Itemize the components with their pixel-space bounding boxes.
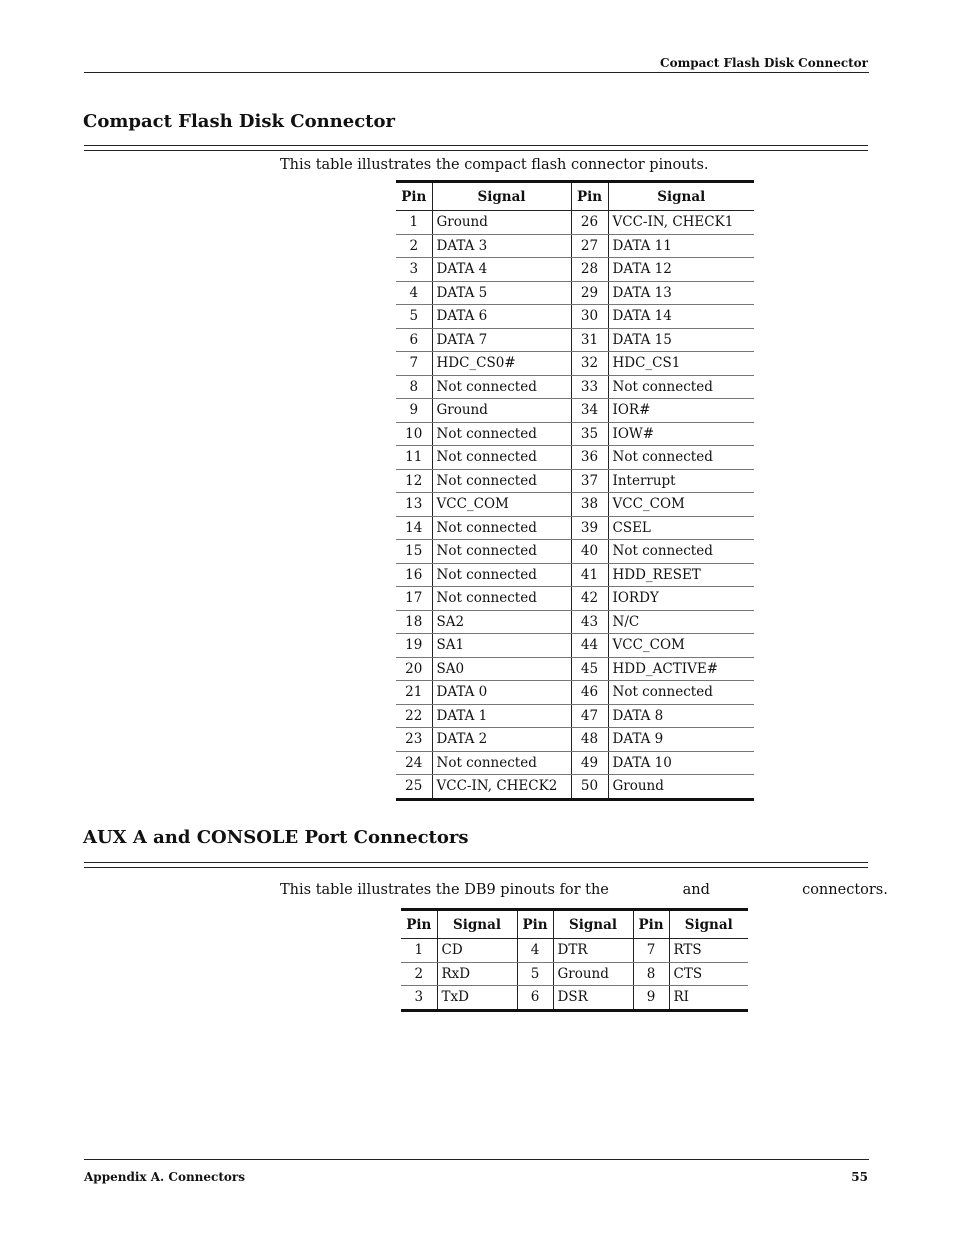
pin-number-cell: 11: [396, 446, 432, 470]
signal-name-cell: N/C: [608, 610, 754, 634]
table-row: [396, 281, 754, 305]
signal-name-cell: HDD_RESET: [608, 563, 754, 587]
signal-name-cell: DSR: [553, 986, 633, 1011]
table-row: [396, 446, 754, 470]
table-row: [396, 234, 754, 258]
db9-pinout-table: [401, 908, 748, 1012]
pin-number-cell: 2: [396, 234, 432, 258]
intro-compact-flash: This table illustrates the compact flash connector pinouts.: [280, 157, 709, 173]
pin-number-cell: 20: [396, 657, 432, 681]
db9-table-body: [401, 939, 748, 1011]
pin-number-cell: 9: [396, 399, 432, 423]
signal-name-cell: RI: [669, 986, 748, 1011]
pin-number-cell: 8: [396, 375, 432, 399]
table-row: [396, 751, 754, 775]
table-row: [396, 728, 754, 752]
signal-name-cell: Not connected: [608, 681, 754, 705]
pin-number-cell: 8: [633, 962, 669, 986]
pin-number-cell: 18: [396, 610, 432, 634]
footer-chapter: Appendix A. Connectors: [84, 1170, 245, 1184]
signal-name-cell: Not connected: [432, 516, 571, 540]
column-header-signal: Signal: [437, 910, 517, 939]
pin-number-cell: 27: [571, 234, 608, 258]
pin-number-cell: 33: [571, 375, 608, 399]
pin-number-cell: 17: [396, 587, 432, 611]
table-row: [396, 493, 754, 517]
signal-name-cell: SA2: [432, 610, 571, 634]
signal-name-cell: DATA 13: [608, 281, 754, 305]
table-row: [401, 962, 748, 986]
signal-name-cell: Ground: [432, 211, 571, 235]
signal-name-cell: VCC-IN, CHECK1: [608, 211, 754, 235]
pin-number-cell: 45: [571, 657, 608, 681]
pin-number-cell: 10: [396, 422, 432, 446]
table-row: [396, 775, 754, 800]
table-header-row: [396, 182, 754, 211]
signal-name-cell: VCC_COM: [432, 493, 571, 517]
column-header-pin: Pin: [633, 910, 669, 939]
pin-number-cell: 7: [396, 352, 432, 376]
signal-name-cell: CD: [437, 939, 517, 963]
pin-number-cell: 2: [401, 962, 437, 986]
pin-number-cell: 14: [396, 516, 432, 540]
pin-number-cell: 26: [571, 211, 608, 235]
column-header-signal: Signal: [608, 182, 754, 211]
table-row: [396, 352, 754, 376]
signal-name-cell: Not connected: [432, 469, 571, 493]
footer-rule: [84, 1159, 869, 1160]
column-header-pin: Pin: [401, 910, 437, 939]
signal-name-cell: Not connected: [432, 587, 571, 611]
signal-name-cell: DATA 6: [432, 305, 571, 329]
pin-number-cell: 3: [401, 986, 437, 1011]
signal-name-cell: DATA 4: [432, 258, 571, 282]
pin-number-cell: 48: [571, 728, 608, 752]
table-row: [396, 587, 754, 611]
pin-number-cell: 24: [396, 751, 432, 775]
pin-number-cell: 42: [571, 587, 608, 611]
signal-name-cell: Not connected: [432, 375, 571, 399]
pin-number-cell: 49: [571, 751, 608, 775]
signal-name-cell: DATA 5: [432, 281, 571, 305]
signal-name-cell: DATA 14: [608, 305, 754, 329]
pin-number-cell: 37: [571, 469, 608, 493]
intro-aux-console: This table illustrates the DB9 pinouts for the and connectors.: [280, 882, 888, 898]
column-header-pin: Pin: [396, 182, 432, 211]
pin-number-cell: 40: [571, 540, 608, 564]
section-title-compact-flash: Compact Flash Disk Connector: [83, 111, 395, 132]
pin-number-cell: 4: [396, 281, 432, 305]
table-row: [396, 211, 754, 235]
table-row: [401, 939, 748, 963]
pin-number-cell: 5: [396, 305, 432, 329]
signal-name-cell: IORDY: [608, 587, 754, 611]
pin-number-cell: 3: [396, 258, 432, 282]
pin-number-cell: 1: [401, 939, 437, 963]
table-row: [396, 681, 754, 705]
page-number: 55: [851, 1170, 868, 1184]
signal-name-cell: Not connected: [432, 446, 571, 470]
signal-name-cell: Not connected: [608, 540, 754, 564]
signal-name-cell: DATA 2: [432, 728, 571, 752]
pin-number-cell: 12: [396, 469, 432, 493]
table-row: [396, 540, 754, 564]
pin-number-cell: 19: [396, 634, 432, 658]
signal-name-cell: Interrupt: [608, 469, 754, 493]
column-header-signal: Signal: [553, 910, 633, 939]
signal-name-cell: CSEL: [608, 516, 754, 540]
column-header-signal: Signal: [432, 182, 571, 211]
running-head: Compact Flash Disk Connector: [660, 56, 868, 70]
signal-name-cell: Ground: [432, 399, 571, 423]
signal-name-cell: DATA 7: [432, 328, 571, 352]
table-row: [396, 634, 754, 658]
signal-name-cell: IOW#: [608, 422, 754, 446]
pin-number-cell: 30: [571, 305, 608, 329]
header-rule: [84, 72, 869, 73]
signal-name-cell: IOR#: [608, 399, 754, 423]
signal-name-cell: Not connected: [432, 540, 571, 564]
compact-flash-table-body: [396, 211, 754, 800]
signal-name-cell: Ground: [553, 962, 633, 986]
pin-number-cell: 4: [517, 939, 553, 963]
signal-name-cell: DATA 10: [608, 751, 754, 775]
table-row: [396, 328, 754, 352]
section-title-aux-console: AUX A and CONSOLE Port Connectors: [83, 827, 469, 848]
signal-name-cell: DTR: [553, 939, 633, 963]
signal-name-cell: TxD: [437, 986, 517, 1011]
pin-number-cell: 34: [571, 399, 608, 423]
signal-name-cell: Not connected: [432, 751, 571, 775]
signal-name-cell: RxD: [437, 962, 517, 986]
pin-number-cell: 31: [571, 328, 608, 352]
pin-number-cell: 22: [396, 704, 432, 728]
signal-name-cell: RTS: [669, 939, 748, 963]
section-rule-aux-console: [84, 862, 868, 868]
column-header-pin: Pin: [517, 910, 553, 939]
table-row: [396, 610, 754, 634]
signal-name-cell: Ground: [608, 775, 754, 800]
signal-name-cell: HDC_CS0#: [432, 352, 571, 376]
signal-name-cell: DATA 3: [432, 234, 571, 258]
pin-number-cell: 23: [396, 728, 432, 752]
signal-name-cell: DATA 1: [432, 704, 571, 728]
pin-number-cell: 21: [396, 681, 432, 705]
pin-number-cell: 13: [396, 493, 432, 517]
table-row: [396, 469, 754, 493]
table-row: [396, 375, 754, 399]
signal-name-cell: DATA 11: [608, 234, 754, 258]
pin-number-cell: 15: [396, 540, 432, 564]
signal-name-cell: Not connected: [608, 375, 754, 399]
table-header-row: [401, 910, 748, 939]
signal-name-cell: DATA 9: [608, 728, 754, 752]
pin-number-cell: 39: [571, 516, 608, 540]
signal-name-cell: HDC_CS1: [608, 352, 754, 376]
pin-number-cell: 6: [517, 986, 553, 1011]
signal-name-cell: SA1: [432, 634, 571, 658]
pin-number-cell: 29: [571, 281, 608, 305]
signal-name-cell: Not connected: [432, 422, 571, 446]
pin-number-cell: 44: [571, 634, 608, 658]
pin-number-cell: 9: [633, 986, 669, 1011]
signal-name-cell: DATA 12: [608, 258, 754, 282]
pin-number-cell: 46: [571, 681, 608, 705]
pin-number-cell: 5: [517, 962, 553, 986]
pin-number-cell: 32: [571, 352, 608, 376]
signal-name-cell: HDD_ACTIVE#: [608, 657, 754, 681]
signal-name-cell: SA0: [432, 657, 571, 681]
signal-name-cell: VCC_COM: [608, 493, 754, 517]
signal-name-cell: VCC_COM: [608, 634, 754, 658]
pin-number-cell: 38: [571, 493, 608, 517]
section-rule-compact-flash: [84, 145, 868, 151]
pin-number-cell: 36: [571, 446, 608, 470]
table-row: [401, 986, 748, 1011]
pin-number-cell: 47: [571, 704, 608, 728]
signal-name-cell: Not connected: [432, 563, 571, 587]
pin-number-cell: 35: [571, 422, 608, 446]
table-row: [396, 516, 754, 540]
pin-number-cell: 28: [571, 258, 608, 282]
table-row: [396, 305, 754, 329]
table-row: [396, 422, 754, 446]
table-row: [396, 704, 754, 728]
table-row: [396, 657, 754, 681]
column-header-signal: Signal: [669, 910, 748, 939]
pin-number-cell: 6: [396, 328, 432, 352]
pin-number-cell: 43: [571, 610, 608, 634]
pin-number-cell: 16: [396, 563, 432, 587]
signal-name-cell: DATA 8: [608, 704, 754, 728]
column-header-pin: Pin: [571, 182, 608, 211]
pin-number-cell: 7: [633, 939, 669, 963]
pin-number-cell: 25: [396, 775, 432, 800]
pin-number-cell: 1: [396, 211, 432, 235]
signal-name-cell: Not connected: [608, 446, 754, 470]
signal-name-cell: DATA 15: [608, 328, 754, 352]
pin-number-cell: 50: [571, 775, 608, 800]
signal-name-cell: VCC-IN, CHECK2: [432, 775, 571, 800]
signal-name-cell: DATA 0: [432, 681, 571, 705]
pin-number-cell: 41: [571, 563, 608, 587]
table-row: [396, 258, 754, 282]
table-row: [396, 563, 754, 587]
table-row: [396, 399, 754, 423]
compact-flash-pinout-table: [396, 180, 754, 801]
signal-name-cell: CTS: [669, 962, 748, 986]
